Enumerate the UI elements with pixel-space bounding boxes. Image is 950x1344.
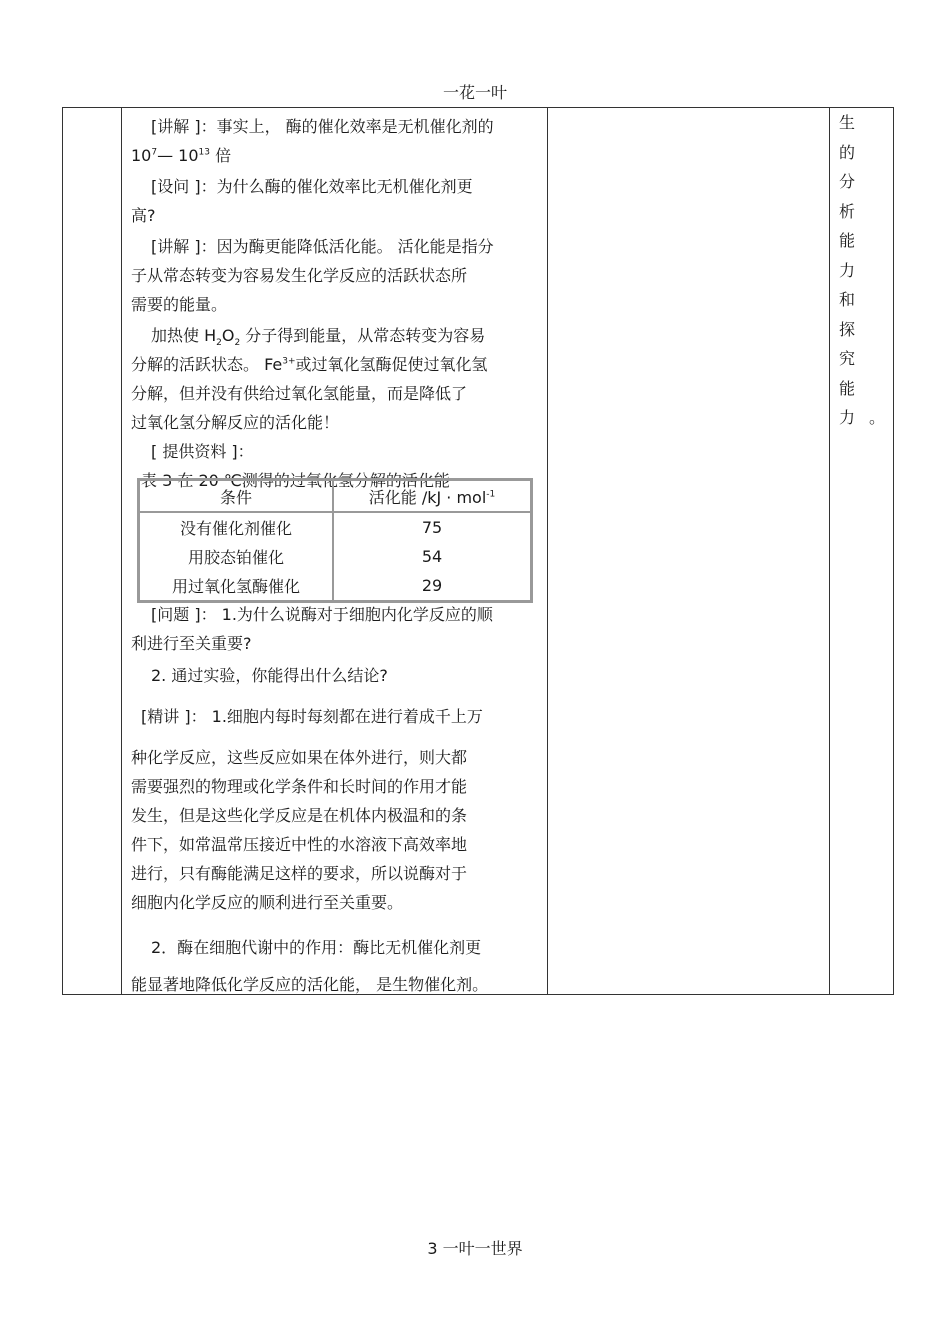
table-header-cell: 条件: [139, 480, 334, 513]
objective-line: 究能: [839, 349, 870, 398]
paragraph: 子从常态转变为容易发生化学反应的活跃状态所: [131, 266, 468, 285]
paragraph: 件下，如常温常压接近中性的水溶液下高效率地: [131, 835, 468, 854]
paragraph: 过氧化氢分解反应的活化能！: [131, 413, 340, 432]
paragraph: 分解的活跃状态。 $Fe^{3+}$或过氧化氢酶促使过氧化氢: [131, 355, 488, 374]
paragraph: 2．酶在细胞代谢中的作用：酶比无机催化剂更: [151, 938, 482, 957]
paragraph: 加热使 $H_2O_2$ 分子得到能量，从常态转变为容易: [151, 326, 486, 349]
table-caption: 表 3 在 20 ℃测得的过氧化氢分解的活化能: [141, 471, 450, 490]
table-cell: 54: [333, 542, 532, 571]
objective-line: 力。: [839, 408, 900, 427]
table-cell: 用过氧化氢酶催化: [139, 571, 334, 602]
table-row: [139, 571, 532, 602]
teaching-content: [131, 112, 549, 495]
table-row: [139, 512, 532, 542]
paragraph: 利进行至关重要?: [131, 634, 252, 653]
table-cell: 用胶态铂催化: [139, 542, 334, 571]
objective-line: 生的: [839, 113, 870, 162]
paragraph: [设问 ]：为什么酶的催化效率比无机催化剂更: [151, 177, 473, 196]
paragraph: 分解，但并没有供给过氧化氢能量，而是降低了: [131, 384, 468, 403]
paragraph: 细胞内化学反应的顺利进行至关重要。: [131, 893, 404, 912]
paragraph: 种化学反应，这些反应如果在体外进行，则大都: [131, 748, 468, 767]
table-row: [139, 542, 532, 571]
paragraph: [讲解 ]：事实上， 酶的催化效率是无机催化剂的: [151, 117, 494, 136]
page-footer: 3 一叶一世界: [427, 1239, 523, 1258]
objective-line: 和探: [839, 290, 870, 339]
teaching-content-lower: [131, 600, 549, 999]
paragraph: $10^7—$ $10^{13}$ 倍: [131, 146, 232, 165]
paragraph: [精讲 ]： 1.细胞内每时每刻都在进行着成千上万: [141, 707, 483, 726]
paragraph: 高?: [131, 206, 156, 225]
paragraph: 2. 通过实验，你能得出什么结论?: [151, 666, 388, 685]
paragraph: [讲解 ]：因为酶更能降低活化能。 活化能是指分: [151, 237, 494, 256]
paragraph: 需要强烈的物理或化学条件和长时间的作用才能: [131, 777, 468, 796]
paragraph: 进行，只有酶能满足这样的要求，所以说酶对于: [131, 864, 468, 883]
paragraph: 发生，但是这些化学反应是在机体内极温和的条: [131, 806, 468, 825]
objective-column: [839, 108, 900, 433]
table-cell: 29: [333, 571, 532, 602]
activation-energy-table: [137, 478, 533, 603]
paragraph: 需要的能量。: [131, 295, 228, 314]
column-divider: [121, 108, 122, 994]
column-divider: [829, 108, 830, 994]
table-header-row: [139, 480, 532, 513]
table-cell: 没有催化剂催化: [139, 512, 334, 542]
page-header: 一花一叶: [442, 83, 507, 102]
table-header-cell: 活化能 /kJ · mol$^{-1}$: [333, 480, 532, 513]
objective-line: 能力: [839, 231, 870, 280]
paragraph: 能显著地降低化学反应的活化能， 是生物催化剂。: [131, 975, 489, 994]
table-cell: 75: [333, 512, 532, 542]
paragraph: [问题 ]： 1.为什么说酶对于细胞内化学反应的顺: [151, 605, 493, 624]
objective-line: 分析: [839, 172, 870, 221]
paragraph: [ 提供资料 ]：: [151, 442, 254, 461]
lesson-table: [62, 107, 900, 995]
